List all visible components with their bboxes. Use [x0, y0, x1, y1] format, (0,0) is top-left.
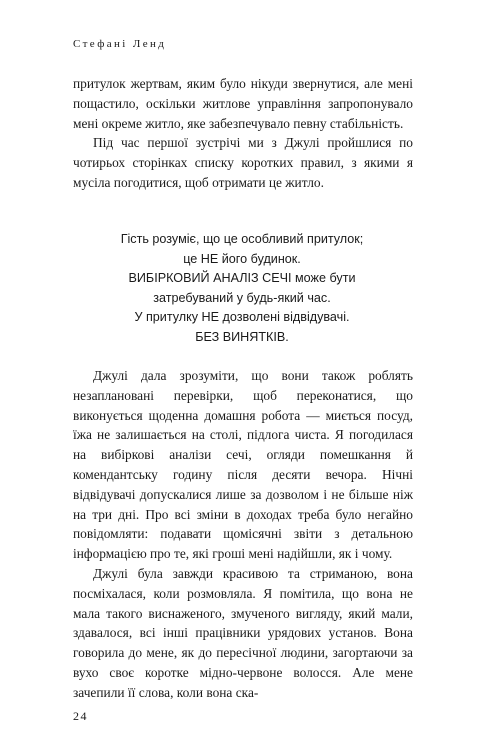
notice-line: У притулку НЕ дозволені відвідувачі. [134, 310, 350, 325]
notice-line: Гість розуміє, що це особливий притулок; [120, 232, 364, 246]
paragraph-continuation: притулок жертвам, яким було нікуди звернутися, але мені пощастило, оскільки житлове управління запропонувало мені окреме житло, яке забезпечувало певну стабільність. [73, 76, 413, 131]
notice-line: затребуваний у будь-який час. [153, 290, 331, 305]
body-text-bottom [73, 366, 413, 703]
paragraph-first-meeting: Під час першої зустрічі ми з Джулі пройшлися по чотирьох сторінках списку коротких правил, з якими я мусіла погодитися, щоб отримати це житло. [73, 135, 413, 190]
rules-notice [60, 230, 424, 348]
paragraph-julie: Джулі була завжди красивою та стриманою, вона посміхалася, коли розмовляла. Я помітила, що вона не мала такого виснаженого, змученого вигляду, який мали, здавалося, всі інші працівники урядових установ. Вона говорила до мене, як до пересічної людини, загортаючи за вухо своє коротке мідно-червоне волосся. Але мене зачепили її слова, коли вона ска- [73, 565, 413, 700]
notice-line: це НЕ його будинок. [183, 251, 301, 266]
page-number: 24 [73, 709, 88, 723]
paragraph-inspections: Джулі дала зрозуміти, що вони також роблять незаплановані перевірки, щоб переконатися, що виконується щоденна домашня робота — миється посуд, їжа не залишається на столі, підлога чиста. Я погодилася на вибіркові аналізи сечі, огляди помешкання й комендантську годину після десяти вечора. Нічні відвідувачі допускалися лише за дозволом і не більше ніж на три дні. Про всі зміни в доходах треба було негайно повідомляти: подавати щомісячні звіти з детальною інформацією про те, які гроші мені надійшли, як і чому. [73, 368, 413, 562]
running-head: Стефані Ленд [73, 38, 167, 50]
notice-line: ВИБІРКОВИЙ АНАЛІЗ СЕЧІ може бути [128, 271, 356, 286]
body-text-top [73, 74, 413, 193]
notice-line: БЕЗ ВИНЯТКІВ. [195, 329, 289, 344]
